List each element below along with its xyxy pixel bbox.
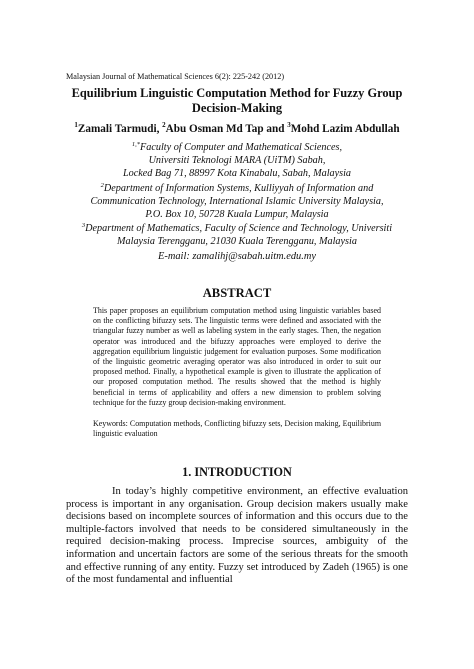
journal-citation: Malaysian Journal of Mathematical Sciences 6(2): 225-242 (2012) (66, 72, 285, 81)
affiliation-3-sup: 3 (81, 222, 86, 229)
affiliation-1-sup: 1,* (131, 141, 141, 148)
author-list: $^1$Zamali Tarmudi, $^2$Abu Osman Md Tap and $^3$Mohd Lazim Abdullah (74, 121, 400, 135)
abstract-text: This paper proposes an equilibrium computation method using linguistic variables based on the conflicting bifuzzy sets. The linguistic terms were defined and associated with the triangular fuzzy number as well as labeling system in the early stages. Then, the negation operator was introduced and the bifuzzy approaches were employed to derive the aggregation equilibrium linguistic judgement for evaluation purposes. Some modification of the linguistic geometric averaging operator was also introduced in order to suit our proposed method. Finally, a hypothetical example is given to illustrate the application of our proposed computation method. The results showed that the method is highly beneficial in terms of applicability and offers a new dimension to problem solving technique for the fuzzy group decision-making environment. (93, 306, 381, 407)
abstract-heading: ABSTRACT (202, 286, 272, 300)
author-2-name: Abu Osman Md Tap (165, 123, 264, 135)
affiliation-2-line-2: Communication Technology, International Islamic University Malaysia, (90, 196, 384, 207)
affiliation-2-sup: 2 (100, 182, 104, 189)
affiliation-1-line-2: Universiti Teknologi MARA (UiTM) Sabah, (148, 155, 326, 166)
author-3-name: Mohd Lazim Abdullah (290, 123, 400, 135)
affiliation-3-line-1: Department of Mathematics, Faculty of Science and Technology, Universiti (85, 223, 393, 234)
section-heading-introduction: 1. INTRODUCTION (182, 465, 292, 479)
affiliation-1-line-3: Locked Bag 71, 88997 Kota Kinabalu, Sabah, Malaysia (122, 168, 352, 179)
keywords: Keywords: Computation methods, Conflicting bifuzzy sets, Decision making, Equilibrium linguistic evaluation (93, 419, 381, 439)
author-1-sup: 1 (74, 121, 78, 129)
author-2-sup: 2 (162, 121, 166, 129)
affiliation-2 (40, 182, 434, 221)
affiliation-1-line-1: Faculty of Computer and Mathematical Sciences, (140, 142, 343, 153)
author-1-name: Zamali Tarmudi (77, 123, 157, 135)
affiliation-2-line-3: P.O. Box 10, 50728 Kuala Lumpur, Malaysia (145, 209, 329, 220)
author-email: E-mail: zamalihj@sabah.uitm.edu.my (158, 251, 316, 262)
affiliation-3-line-2: Malaysia Terengganu, 21030 Kuala Terengganu, Malaysia (117, 236, 357, 247)
paper-title: Equilibrium Linguistic Computation Method for Fuzzy Group Decision-Making (71, 86, 403, 115)
author-3-sup: 3 (287, 121, 291, 129)
affiliation-3 (40, 222, 434, 248)
introduction-paragraph: In today’s highly competitive environment, an effective evaluation process is important in any organisation. Group decision makers usually make decisions based on incomplete sources of information and this occurs due to the multiple-factors involved that needs to be considered simultaneously in the required decision-making process. Imprecise sources, ambiguity of the information and uncertain factors are some of the serious threats for the smooth and effective running of any entity. Fuzzy set introduced by Zadeh (1965) is one of the most fundamental and influential (66, 486, 408, 586)
affiliation-2-line-1: Department of Information Systems, Kulliyyah of Information and (103, 183, 374, 194)
affiliation-1 (40, 141, 434, 180)
